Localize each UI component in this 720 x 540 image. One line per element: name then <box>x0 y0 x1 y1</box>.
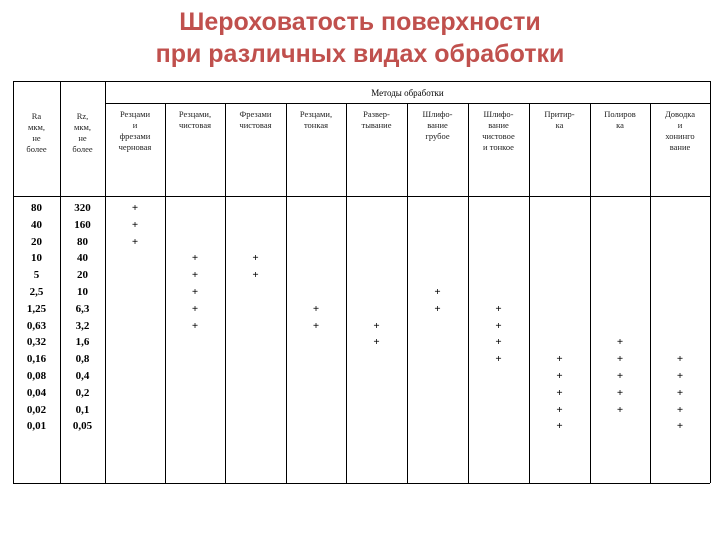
applicability-mark: + <box>616 386 624 399</box>
rz-header-line: не <box>78 133 87 143</box>
rz-value: 80 <box>77 235 88 248</box>
table-border-bottom <box>13 483 710 484</box>
rz-value: 160 <box>74 218 91 231</box>
applicability-mark: + <box>616 370 624 382</box>
method-header-line: Резцами <box>119 109 151 119</box>
ra-header <box>13 111 60 155</box>
method-header-line: чистовое <box>482 131 515 141</box>
applicability-mark: + <box>676 370 684 382</box>
method-header-5 <box>346 109 407 131</box>
ra-value: 20 <box>31 235 42 248</box>
method-header-10 <box>650 109 710 153</box>
applicability-mark: + <box>556 370 563 382</box>
rz-value: 6,3 <box>75 302 90 315</box>
rz-value: 40 <box>77 252 88 265</box>
method-header-line: ка <box>616 120 624 130</box>
method-header-line: Резцами, <box>299 109 333 119</box>
applicability-mark: + <box>676 353 684 366</box>
rz-value: 20 <box>77 269 88 282</box>
applicability-mark: + <box>616 353 624 366</box>
applicability-mark: + <box>676 403 684 416</box>
applicability-mark: + <box>373 336 380 349</box>
ra-value: 80 <box>31 202 42 214</box>
method-header-2 <box>165 109 225 131</box>
applicability-mark: + <box>191 269 199 282</box>
method-header-line: и тонкое <box>483 142 514 152</box>
method-header-line: и <box>677 120 683 130</box>
method-header-line: Доводка <box>664 109 696 119</box>
applicability-mark: + <box>131 202 139 214</box>
column-divider <box>468 103 469 483</box>
ra-header-line: более <box>26 144 47 154</box>
method-header-9 <box>590 109 650 131</box>
header-bottom-rule <box>13 196 710 197</box>
method-header-line: тывание <box>361 120 392 130</box>
method-header-line: вание <box>488 120 509 130</box>
ra-value: 0,04 <box>26 386 47 399</box>
title-line-1: Шероховатость поверхности <box>179 8 541 36</box>
method-header-line: чистовая <box>178 120 212 130</box>
rz-value: 0,2 <box>75 386 90 399</box>
ra-value: 0,32 <box>26 336 47 349</box>
method-header-line: черновая <box>118 142 152 152</box>
applicability-mark: + <box>312 302 320 315</box>
method-header-line: чистовая <box>239 120 272 130</box>
method-header-line: вание <box>427 120 448 130</box>
rz-value: 0,05 <box>72 420 93 433</box>
table-border-top <box>13 81 710 82</box>
applicability-mark: + <box>131 235 139 248</box>
ra-value: 40 <box>31 218 42 231</box>
rz-value: 0,8 <box>75 353 90 366</box>
method-header-8 <box>529 109 590 131</box>
applicability-mark: + <box>191 319 199 332</box>
applicability-mark: + <box>312 319 320 332</box>
applicability-mark: + <box>131 218 139 231</box>
ra-value: 0,16 <box>26 353 47 366</box>
method-header-line: Полиров <box>604 109 636 119</box>
column-divider <box>346 103 347 483</box>
method-header-line: Притир- <box>544 109 575 119</box>
applicability-mark: + <box>252 269 259 282</box>
applicability-mark: + <box>191 252 199 265</box>
applicability-mark: + <box>556 386 563 399</box>
applicability-mark: + <box>616 403 624 416</box>
method-header-4 <box>286 109 346 131</box>
applicability-mark: + <box>556 420 563 433</box>
rz-value: 0,4 <box>75 370 90 382</box>
ra-value: 0,08 <box>26 370 47 382</box>
method-header-line: хонинго <box>665 131 695 141</box>
applicability-mark: + <box>373 319 380 332</box>
method-header-7 <box>468 109 529 153</box>
method-header-1 <box>105 109 165 153</box>
rz-value: 1,6 <box>75 336 90 349</box>
rz-value: 3,2 <box>75 319 90 332</box>
ra-value: 0,02 <box>26 403 47 416</box>
ra-value: 1,25 <box>26 302 47 315</box>
rz-value: 10 <box>77 286 88 298</box>
applicability-mark: + <box>556 403 563 416</box>
method-header-line: Резцами, <box>178 109 212 119</box>
method-header-line: Шлифо- <box>422 109 453 119</box>
applicability-mark: + <box>676 420 684 433</box>
method-header-6 <box>407 109 468 142</box>
applicability-mark: + <box>495 353 502 366</box>
ra-header-line: Ra <box>31 111 42 121</box>
applicability-mark: + <box>191 286 199 298</box>
method-header-line: тонкая <box>303 120 329 130</box>
rz-header-line: мкм, <box>73 122 91 132</box>
rz-header-line: более <box>72 144 93 154</box>
method-header-line: ка <box>555 120 564 130</box>
rz-header-line: Rz, <box>76 111 89 121</box>
column-divider <box>225 103 226 483</box>
column-divider <box>286 103 287 483</box>
rz-header <box>60 111 105 155</box>
ra-value: 2,5 <box>29 286 44 298</box>
ra-value: 0,01 <box>26 420 47 433</box>
title-line-2: при различных видах обработки <box>155 40 565 68</box>
rz-value: 0,1 <box>75 403 90 416</box>
applicability-mark: + <box>556 353 563 366</box>
method-header-line: фрезами <box>119 131 151 141</box>
method-header-line: и <box>132 120 138 130</box>
applicability-mark: + <box>676 386 684 399</box>
method-header-line: вание <box>669 142 691 152</box>
methods-header: Методы обработки <box>371 88 444 98</box>
applicability-mark: + <box>495 336 502 349</box>
method-header-line: Шлифо- <box>483 109 514 119</box>
ra-value: 0,63 <box>26 319 47 332</box>
ra-value: 5 <box>33 269 40 282</box>
column-divider <box>590 103 591 483</box>
applicability-mark: + <box>252 252 259 265</box>
column-divider <box>710 81 711 483</box>
method-header-line: Развер- <box>363 109 390 119</box>
ra-value: 10 <box>31 252 42 265</box>
applicability-mark: + <box>191 302 199 315</box>
applicability-mark: + <box>616 336 624 349</box>
rz-value: 320 <box>74 202 91 214</box>
method-header-3 <box>225 109 286 131</box>
applicability-mark: + <box>434 286 441 298</box>
applicability-mark: + <box>434 302 441 315</box>
ra-header-line: мкм, <box>27 122 45 132</box>
method-header-line: Фрезами <box>239 109 272 119</box>
applicability-mark: + <box>495 302 502 315</box>
method-header-line: грубое <box>425 131 450 141</box>
applicability-mark: + <box>495 319 502 332</box>
ra-header-line: не <box>32 133 41 143</box>
